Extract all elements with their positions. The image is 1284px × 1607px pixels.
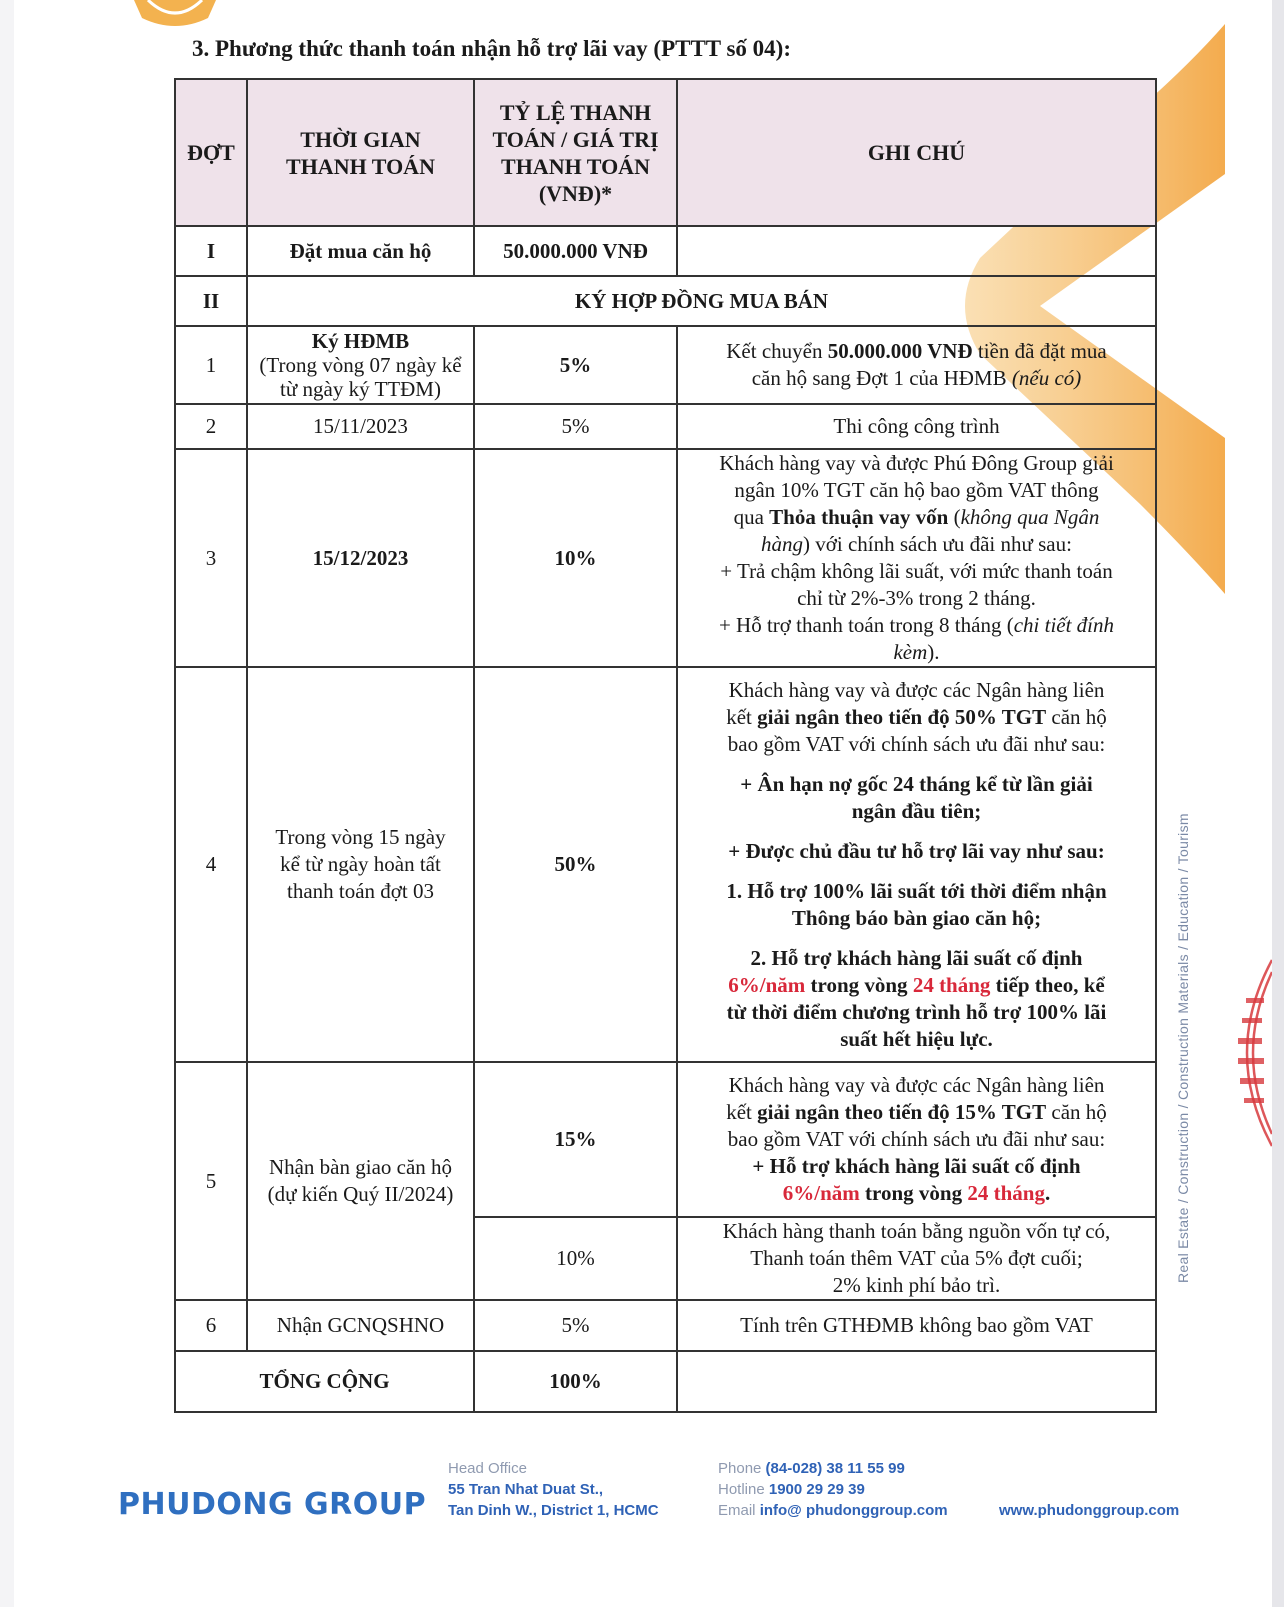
- header-text: TỶ LỆ THANH: [499, 99, 652, 125]
- cell-note: [677, 326, 1156, 404]
- red-stamp-icon: [1228, 958, 1272, 1148]
- text-span: từ thời điểm chương trình hỗ trợ 100% lãi: [726, 999, 1107, 1024]
- text-span: (nếu có): [1011, 366, 1082, 390]
- text-span: giải ngân theo tiến độ 15% TGT: [757, 1100, 1047, 1124]
- text-span: 6%/năm: [728, 972, 806, 997]
- table-row: [175, 276, 1156, 326]
- text-span: trong vòng: [859, 1181, 968, 1205]
- text-span: trong vòng: [805, 972, 913, 997]
- text-line: Nhận bàn giao căn hộ: [268, 1155, 453, 1179]
- text-span: ngân 10% TGT căn hộ bao gồm VAT thông: [734, 478, 1099, 502]
- cell-note: [677, 667, 1156, 1062]
- cell-dot: II: [175, 276, 247, 326]
- cell-dot: 6: [175, 1300, 247, 1351]
- header-text: THỜI GIAN: [300, 126, 421, 152]
- text-span: ngân đầu tiên;: [851, 798, 982, 823]
- text-span: Khách hàng vay và được các Ngân hàng liên: [728, 1073, 1105, 1097]
- text-span: 1. Hỗ trợ 100% lãi suất tới thời điểm nhận: [726, 878, 1107, 903]
- header-text: TOÁN / GIÁ TRỊ: [492, 126, 659, 152]
- text-span: hàng: [761, 532, 804, 556]
- header-dot: ĐỢT: [175, 79, 247, 226]
- table-row: [175, 226, 1156, 276]
- email-label: Email: [718, 1502, 760, 1519]
- payment-schedule-table: [174, 78, 1157, 1413]
- cell-rate: 50.000.000 VNĐ: [474, 226, 677, 276]
- cell-time: [247, 326, 474, 404]
- email-link[interactable]: info@ phudonggroup.com: [759, 1502, 948, 1519]
- text-span: 24 tháng: [912, 972, 991, 997]
- text-span: căn hộ sang Đợt 1 của HĐMB: [751, 366, 1012, 390]
- text-line: kể từ ngày hoàn tất: [280, 852, 441, 876]
- text-line: từ ngày ký TTĐM): [280, 377, 441, 401]
- cell-rate: 10%: [474, 449, 677, 667]
- text-span: qua: [733, 505, 770, 529]
- text-span: ).: [927, 640, 940, 664]
- text-span: bao gồm VAT với chính sách ưu đãi như sau:: [727, 731, 1106, 756]
- text-span: kết: [726, 704, 758, 729]
- text-line: (dự kiến Quý II/2024): [267, 1182, 454, 1206]
- cell-rate: 15%: [474, 1062, 677, 1217]
- cell-note: [677, 449, 1156, 667]
- footer-contacts: [718, 1458, 948, 1521]
- text-span: căn hộ: [1046, 704, 1107, 729]
- text-line: Trong vòng 15 ngày: [275, 825, 446, 849]
- text-span: + Trả chậm không lãi suất, với mức thanh toán: [720, 559, 1113, 583]
- text-span: 6%/năm: [782, 1181, 860, 1205]
- cell-dot: 4: [175, 667, 247, 1062]
- header-text: THANH TOÁN: [501, 153, 650, 179]
- text-span: 24 tháng: [967, 1181, 1045, 1205]
- text-span: + Được chủ đầu tư hỗ trợ lãi vay như sau:: [728, 838, 1105, 863]
- table-row: [175, 404, 1156, 449]
- text-span: + Hỗ trợ thanh toán trong 8 tháng (: [718, 613, 1014, 637]
- cell-rate: 5%: [474, 1300, 677, 1351]
- table-header-row: [175, 79, 1156, 226]
- text-span: (: [948, 505, 961, 529]
- cell-rate: 5%: [474, 326, 677, 404]
- text-span: Thỏa thuận vay vốn: [769, 505, 949, 529]
- text-span: kèm: [893, 640, 928, 664]
- text-span: Kết chuyển: [726, 339, 828, 363]
- cell-total-label: TỔNG CỘNG: [175, 1351, 474, 1412]
- cell-rate: 10%: [474, 1217, 677, 1300]
- footer-brand: PHUDONG GROUP: [118, 1487, 427, 1522]
- phone-value: (84-028) 38 11 55 99: [765, 1460, 905, 1477]
- table-row: [175, 449, 1156, 667]
- table-row: [175, 326, 1156, 404]
- page-edge: [1272, 0, 1284, 1607]
- header-text: THANH TOÁN: [286, 153, 435, 179]
- text-line: Ký HĐMB: [311, 329, 410, 353]
- text-span: + Hỗ trợ khách hàng lãi suất cố định: [752, 1154, 1081, 1178]
- text-span: 50.000.000 VNĐ: [827, 339, 973, 363]
- text-span: tiền đã đặt mua: [972, 339, 1107, 363]
- hotline-label: Hotline: [718, 1481, 769, 1498]
- text-span: 2. Hỗ trợ khách hàng lãi suất cố định: [750, 945, 1083, 970]
- cell-note: [677, 1062, 1156, 1217]
- table-row: [175, 667, 1156, 1062]
- text-span: 2% kinh phí bảo trì.: [832, 1273, 1001, 1297]
- website-link[interactable]: www.phudonggroup.com: [999, 1502, 1180, 1519]
- cell-rate: 5%: [474, 404, 677, 449]
- header-ghichu: GHI CHÚ: [677, 79, 1156, 226]
- text-span: Thanh toán thêm VAT của 5% đợt cuối;: [750, 1246, 1083, 1270]
- cell-time: Đặt mua căn hộ: [247, 226, 474, 276]
- footer-address: [448, 1458, 659, 1521]
- text-span: chỉ từ 2%-3% trong 2 tháng.: [797, 586, 1036, 610]
- table-row: [175, 1062, 1156, 1217]
- cell-note: [677, 1217, 1156, 1300]
- text-span: giải ngân theo tiến độ 50% TGT: [757, 704, 1047, 729]
- cell-total-rate: 100%: [474, 1351, 677, 1412]
- text-span: bao gồm VAT với chính sách ưu đãi như sau:: [727, 1127, 1106, 1151]
- cell-note: Thi công công trình: [677, 404, 1156, 449]
- cell-dot: 1: [175, 326, 247, 404]
- cell-section-label: KÝ HỢP ĐỒNG MUA BÁN: [247, 276, 1156, 326]
- text-line: (Trong vòng 07 ngày kể: [259, 353, 462, 377]
- hotline-value: 1900 29 29 39: [768, 1481, 865, 1498]
- text-span: chi tiết đính: [1013, 613, 1115, 637]
- cell-note: Tính trên GTHĐMB không bao gồm VAT: [677, 1300, 1156, 1351]
- cell-rate: 50%: [474, 667, 677, 1062]
- cell-time: 15/12/2023: [247, 449, 474, 667]
- cell-time: [247, 667, 474, 1062]
- cell-dot: I: [175, 226, 247, 276]
- text-span: .: [1044, 1181, 1051, 1205]
- text-span: Khách hàng thanh toán bằng nguồn vốn tự có,: [722, 1219, 1111, 1243]
- company-logo-icon: [134, 0, 216, 30]
- business-lines-sidebar: Real Estate / Construction / Construction Materials / Education / Tourism: [1175, 813, 1191, 1283]
- text-span: ) với chính sách ưu đãi như sau:: [803, 532, 1072, 556]
- table-row: [175, 1300, 1156, 1351]
- cell-total-note: [677, 1351, 1156, 1412]
- section-title: 3. Phương thức thanh toán nhận hỗ trợ lãi vay (PTTT số 04):: [192, 36, 791, 61]
- head-office-label: Head Office: [448, 1460, 527, 1477]
- text-span: Khách hàng vay và được các Ngân hàng liên: [728, 677, 1105, 702]
- cell-time: 15/11/2023: [247, 404, 474, 449]
- text-span: suất hết hiệu lực.: [840, 1026, 993, 1051]
- text-span: Thông báo bàn giao căn hộ;: [791, 905, 1042, 930]
- header-tyle: [474, 79, 677, 226]
- text-line: thanh toán đợt 03: [287, 879, 434, 903]
- address-line: 55 Tran Nhat Duat St.,: [448, 1481, 604, 1498]
- text-span: + Ân hạn nợ gốc 24 tháng kể từ lần giải: [740, 771, 1093, 796]
- header-text: (VNĐ)*: [538, 180, 613, 206]
- cell-time: Nhận GCNQSHNO: [247, 1300, 474, 1351]
- cell-note: [677, 226, 1156, 276]
- header-thoigian: [247, 79, 474, 226]
- cell-dot: 3: [175, 449, 247, 667]
- text-span: Khách hàng vay và được Phú Đông Group giải: [719, 451, 1114, 475]
- text-span: căn hộ: [1046, 1100, 1107, 1124]
- cell-time: [247, 1062, 474, 1300]
- text-span: không qua Ngân: [960, 505, 1100, 529]
- address-line: Tan Dinh W., District 1, HCMC: [448, 1502, 659, 1519]
- table-total-row: [175, 1351, 1156, 1412]
- cell-dot: 2: [175, 404, 247, 449]
- text-span: kết: [726, 1100, 758, 1124]
- cell-dot: 5: [175, 1062, 247, 1300]
- text-span: tiếp theo, kể: [990, 972, 1105, 997]
- phone-label: Phone: [718, 1460, 766, 1477]
